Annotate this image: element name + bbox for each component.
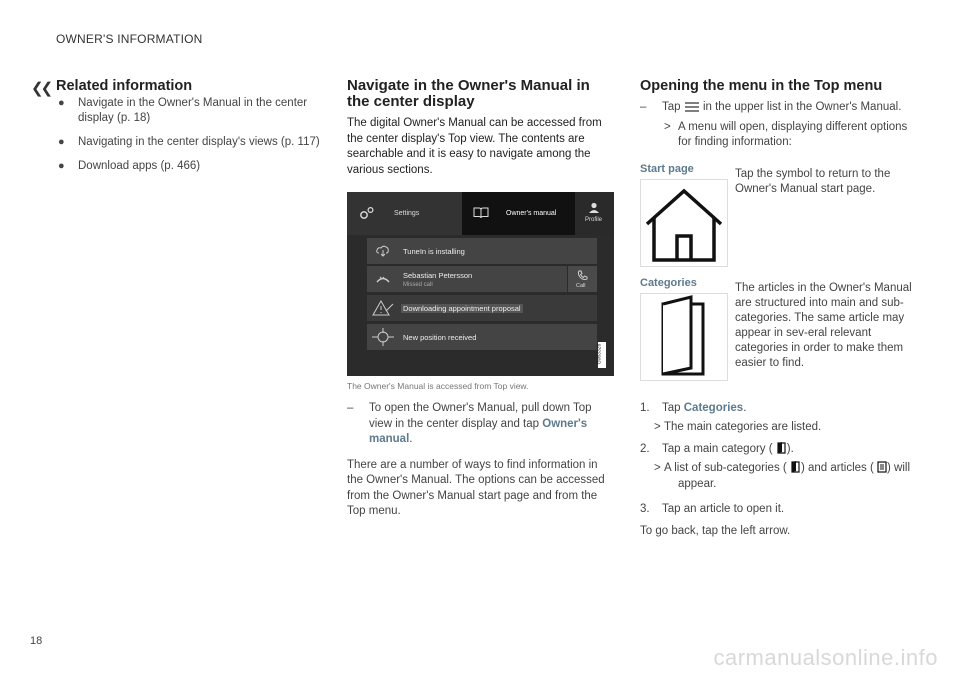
categories-step-3: 3. Tap an article to open it.: [640, 503, 785, 515]
back-chevron-icon[interactable]: ❮❮: [31, 80, 51, 97]
notification-appointment: Downloading appointment proposal: [367, 295, 597, 321]
menu-icon: [684, 102, 700, 112]
related-link[interactable]: ● Download apps (p. 466): [58, 160, 201, 172]
categories-icon: [641, 294, 727, 380]
owners-manual-tab: Owner's manual: [462, 192, 575, 235]
tap-menu-step: – Tap in the upper list in the Owner's Manual.: [640, 101, 902, 113]
gear-icon: [359, 206, 375, 220]
related-link[interactable]: ● Navigate in the Owner's Manual in the center display (p. 18): [58, 97, 308, 124]
categories-step-1: 1. Tap Categories.: [640, 401, 747, 414]
related-information-column: [56, 78, 324, 183]
related-information-title: Related information: [56, 78, 193, 94]
owners-manual-link[interactable]: Owner's manual: [369, 417, 588, 445]
navigate-paragraph: There are a number of ways to find information in the Owner's Manual. The options can be accessed from the Owner's Manual start page and from the Top menu.: [347, 458, 605, 517]
categories-icon-box: [640, 293, 728, 381]
missed-call-icon: [376, 274, 390, 284]
navigate-lead: The digital Owner's Manual can be accessed from the center display's Top view. The contents are searchable and it is easy to navigate among the various sections.: [347, 117, 602, 176]
notification-missed-call: Sebastian Petersson Missed call: [367, 266, 567, 292]
category-icon: [776, 442, 787, 454]
related-link[interactable]: ● Navigating in the center display's views (p. 117): [58, 136, 320, 148]
home-icon: [641, 180, 727, 266]
open-manual-step: – To open the Owner's Manual, pull down Top view in the center display and tap Owner's manual.: [347, 402, 592, 445]
categories-step-2-result: > A list of sub-categories ( ) and articles ( ) will appear.: [654, 462, 910, 490]
page-number: 18: [30, 635, 43, 647]
section-header: OWNER'S INFORMATION: [56, 32, 203, 46]
notification-tunein: TuneIn is installing: [367, 238, 597, 264]
top-menu-title: Opening the menu in the Top menu: [640, 78, 883, 94]
go-back-text: To go back, tap the left arrow.: [640, 524, 791, 537]
sub-category-icon: [790, 461, 801, 473]
illustration-code-box: G063326: [598, 342, 606, 368]
warning-icon: [372, 300, 394, 316]
start-page-row: [640, 167, 912, 269]
categories-row: [640, 281, 912, 383]
categories-step-2: 2. Tap a main category ( ).: [640, 442, 794, 455]
navigate-column: [347, 78, 615, 520]
settings-tab: Settings: [347, 192, 462, 235]
profile-tab: Profile: [575, 192, 614, 235]
start-page-heading: Start page: [640, 162, 694, 175]
start-page-icon-box: [640, 179, 728, 267]
crosshair-icon: [371, 327, 395, 347]
notification-position: New position received: [367, 324, 597, 350]
start-page-text: Tap the symbol to return to the Owner's Manual start page.: [735, 167, 891, 195]
call-button-illustration: Call: [568, 266, 597, 292]
categories-text: The articles in the Owner's Manual are structured into main and sub-categories. The same article may appear in sev-eral relevant categories in order to make them easier to find.: [735, 281, 912, 369]
phone-icon: [577, 270, 588, 281]
menu-result: > A menu will open, displaying different options for finding information:: [664, 120, 908, 148]
categories-step-1-result: > The main categories are listed.: [654, 421, 822, 433]
center-display-illustration: [347, 192, 614, 376]
profile-icon: [588, 202, 600, 214]
article-icon: [877, 461, 887, 473]
figure-caption: The Owner's Manual is accessed from Top view.: [347, 381, 529, 391]
download-icon: [376, 245, 390, 257]
navigate-title: Navigate in the Owner's Manual in the center display: [347, 77, 590, 110]
watermark: carmanualsonline.info: [713, 645, 938, 670]
related-links-list: [56, 96, 324, 174]
top-view-bar: [347, 192, 614, 235]
top-menu-column: [640, 78, 912, 539]
book-icon: [473, 207, 489, 219]
categories-heading: Categories: [640, 276, 697, 289]
categories-link[interactable]: Categories: [683, 401, 744, 414]
